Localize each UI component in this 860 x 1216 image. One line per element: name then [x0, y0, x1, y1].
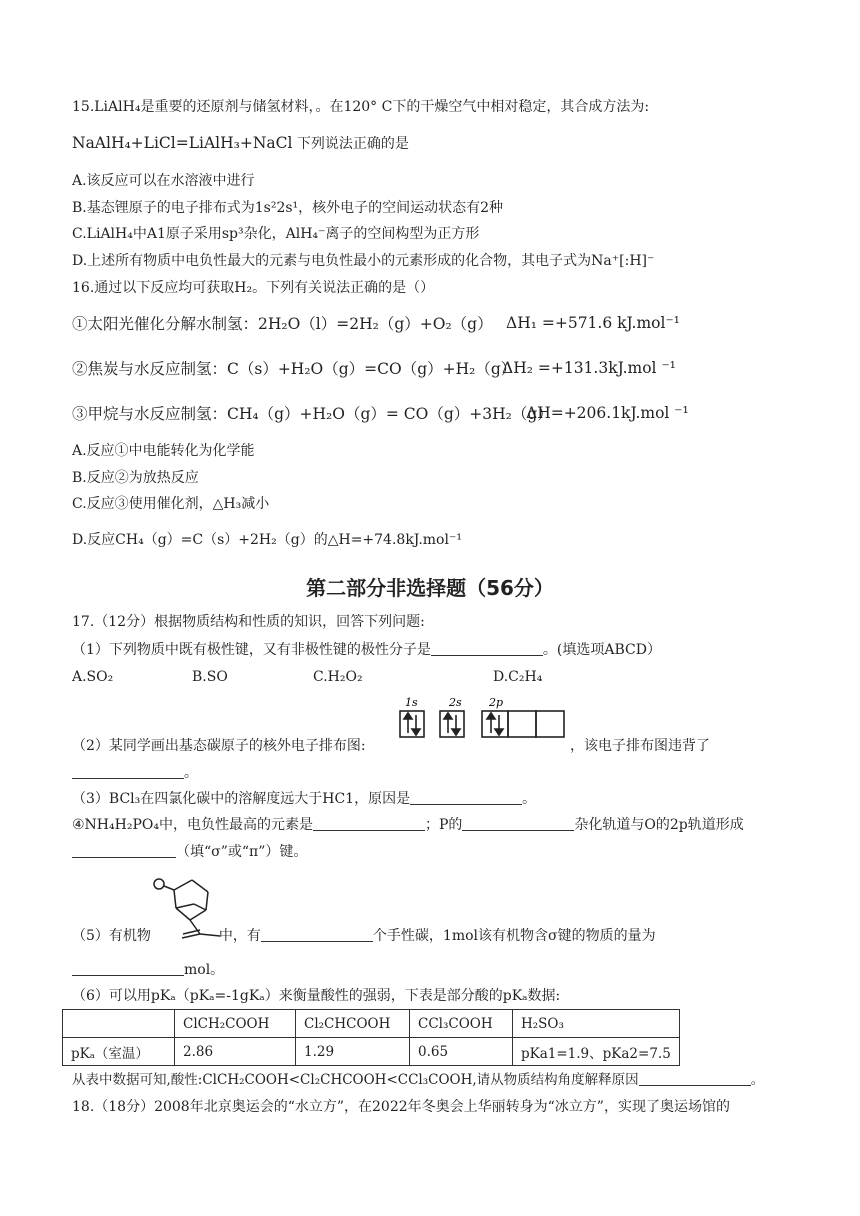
q17-part1-text: （1）下列物质中既有极性键，又有非极性键的极性分子是	[72, 642, 431, 658]
table-cell: Cl₂CHCOOH	[296, 1010, 410, 1038]
q17-option-c: C.H₂O₂	[313, 669, 363, 685]
table-cell: pKₐ（室温）	[63, 1038, 175, 1066]
q17-part3	[72, 789, 536, 809]
q15-option-b: B.基态锂原子的电子排布式为1s²2s¹，核外电子的空间运动状态有2种	[72, 200, 504, 216]
q16-reaction-2-dh: ΔH₂ =+131.3kJ.mol ⁻¹	[502, 359, 676, 377]
table-header-row	[63, 1010, 680, 1038]
answer-blank[interactable]	[639, 1071, 751, 1086]
q15-equation: NaAlH₄+LiCl=LiAlH₃+NaCl	[72, 134, 293, 152]
q17-stem: 17.（12分）根据物质结构和性质的知识，回答下列问题:	[72, 614, 425, 630]
orbital-label-2s: 2s	[449, 696, 462, 709]
q17-part2-end	[72, 763, 198, 783]
answer-blank[interactable]	[410, 790, 522, 805]
table-row	[63, 1038, 680, 1066]
q17-part5	[72, 926, 656, 946]
q17-part2-tail: ，该电子排布图违背了	[570, 738, 710, 754]
q15-option-c: C.LiAlH₄中A1原子采用sp³杂化，AlH₄⁻离子的空间构型为正方形	[72, 226, 480, 242]
table-cell: 2.86	[175, 1038, 296, 1066]
q17-part5-unit: mol。	[184, 962, 225, 978]
q17-part4-mid: ；P的	[424, 817, 463, 833]
orbital-label-2p: 2p	[489, 696, 504, 709]
answer-blank[interactable]	[72, 961, 184, 976]
q17-part6: （6）可以用pKₐ（pKₐ=-1gKₐ）来衡量酸性的强弱，下表是部分酸的pKₐ数据:	[72, 988, 561, 1004]
q17-part2-period: 。	[184, 765, 198, 781]
answer-blank[interactable]	[431, 641, 543, 656]
q17-part6-conclusion-text: 从表中数据可知,酸性:ClCH₂COOH<Cl₂CHCOOH<CCl₃COOH,请从物质结构角度解释原因	[72, 1072, 639, 1088]
q17-part2-text: （2）某同学画出基态碳原子的核外电子排布图:	[72, 738, 366, 754]
q17-part6-conclusion	[72, 1070, 764, 1090]
q16-reaction-2: ②焦炭与水反应制氢：C（s）+H₂O（g）=CO（g）+H₂（g）	[72, 360, 517, 378]
section-title: 第二部分非选择题（56分）	[306, 576, 554, 600]
q17-part4-text: ④NH₄H₂PO₄中，电负性最高的元素是	[72, 817, 313, 833]
q17-option-b: B.SO	[192, 669, 228, 685]
q15-equation-line	[72, 133, 409, 154]
table-cell: 1.29	[296, 1038, 410, 1066]
q17-part4-end	[72, 842, 307, 862]
q17-part5-mid: 中，有	[218, 928, 261, 944]
orbital-label-1s: 1s	[405, 696, 418, 709]
q17-part6-end: 。	[750, 1072, 765, 1088]
q17-part3-text: （3）BCl₃在四氯化碳中的溶解度远大于HC1，原因是	[72, 791, 411, 807]
q18-stem: 18.（18分）2008年北京奥运会的“水立方”，在2022年冬奥会上华丽转身为“冰立方”，实现了奥运场馆的	[72, 1099, 730, 1115]
q16-reaction-3-dh: ΔH=+206.1kJ.mol ⁻¹	[526, 404, 689, 422]
q16-reaction-3: ③甲烷与水反应制氢：CH₄（g）+H₂O（g）= CO（g）+3H₂（g）	[72, 405, 553, 423]
q17-option-d: D.C₂H₄	[493, 669, 543, 685]
answer-blank[interactable]	[72, 843, 176, 858]
pka-table	[62, 1009, 680, 1066]
q15-stem: 15.LiAlH₄是重要的还原剂与储氢材料，。在120° C下的干燥空气中相对稳定，其合成方法为:	[72, 99, 650, 115]
q17-part4	[72, 815, 744, 835]
q17-part3-tail: 。	[522, 791, 537, 807]
table-cell: ClCH₂COOH	[175, 1010, 296, 1038]
q16-option-d: D.反应CH₄（g）=C（s）+2H₂（g）的△H=+74.8kJ.mol⁻¹	[72, 532, 462, 548]
q17-part1	[72, 640, 661, 660]
answer-blank[interactable]	[313, 816, 425, 831]
q15-option-a: A.该反应可以在水溶液中进行	[72, 173, 255, 189]
q15-option-d: D.上述所有物质中电负性最大的元素与电负性最小的元素形成的化合物，其电子式为Na⁺[:H]⁻	[72, 253, 655, 269]
q17-part5-tail: 个手性碳，1mol该有机物含σ键的物质的量为	[372, 928, 656, 944]
q16-stem: 16.通过以下反应均可获取H₂。下列有关说法正确的是（）	[72, 280, 435, 296]
q17-part5-end	[72, 960, 224, 980]
table-cell: CCl₃COOH	[410, 1010, 513, 1038]
table-cell	[63, 1010, 175, 1038]
q17-part1-tail: 。(填选项ABCD）	[542, 642, 661, 658]
q15-stem-tail: 下列说法正确的是	[292, 136, 409, 152]
q17-part4-end-text: （填“σ”或“π”）键。	[176, 844, 308, 860]
table-cell: H₂SO₃	[513, 1010, 680, 1038]
answer-blank[interactable]	[72, 764, 184, 779]
q16-option-b: B.反应②为放热反应	[72, 470, 199, 486]
q16-option-a: A.反应①中电能转化为化学能	[72, 443, 255, 459]
q16-reaction-1: ①太阳光催化分解水制氢：2H₂O（l）=2H₂（g）+O₂（g）	[72, 315, 493, 333]
answer-blank[interactable]	[261, 927, 373, 942]
q16-option-c: C.反应③使用催化剂，△H₃减小	[72, 496, 270, 512]
q17-part5-text: （5）有机物	[72, 928, 151, 944]
q17-part4-tail: 杂化轨道与O的2p轨道形成	[574, 817, 744, 833]
q17-option-a: A.SO₂	[72, 669, 114, 685]
answer-blank[interactable]	[462, 816, 574, 831]
table-cell: pKa1=1.9、pKa2=7.5	[513, 1038, 680, 1066]
orbital-diagram	[396, 693, 574, 743]
q16-reaction-1-dh: ΔH₁ =+571.6 kJ.mol⁻¹	[506, 314, 680, 332]
table-cell: 0.65	[410, 1038, 513, 1066]
